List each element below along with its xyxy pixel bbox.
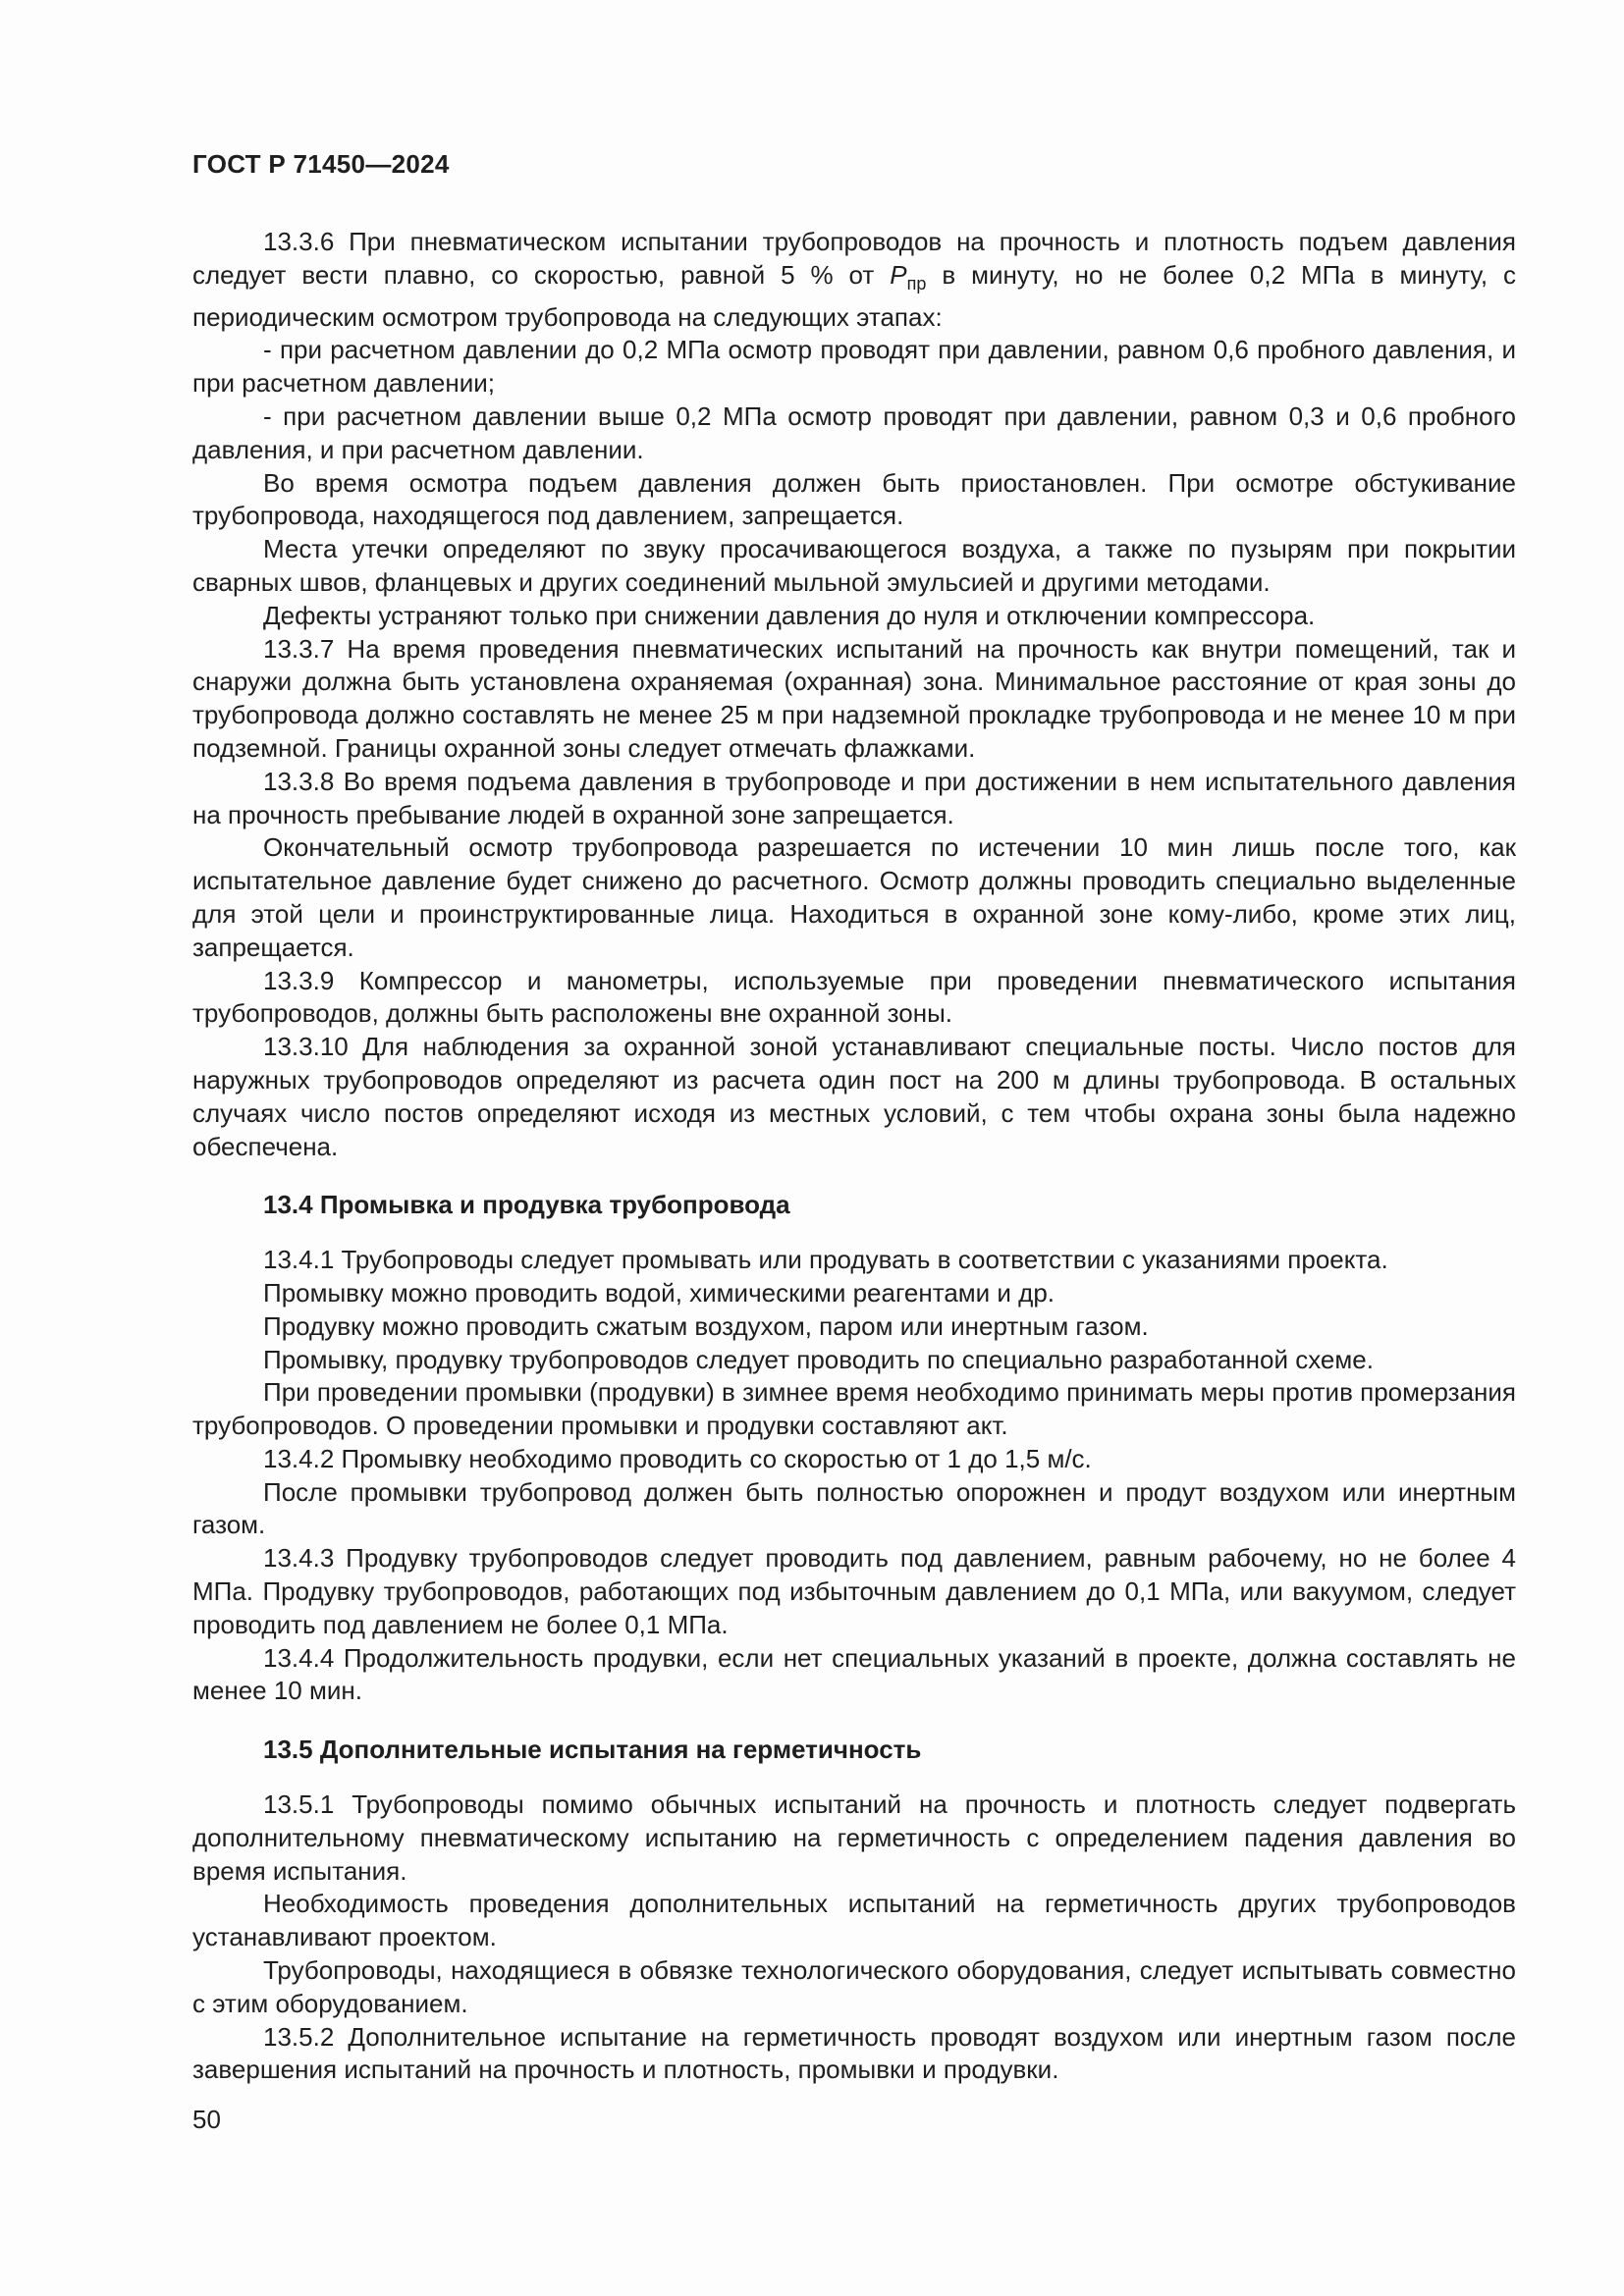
paragraph-text: 13.3.6 При пневматическом испытании трубопроводов на прочность и плотность подъем давления следует вести плавно, со скоростью, равной 5 % от	[192, 227, 1516, 290]
paragraph: После промывки трубопровод должен быть полностью опорожнен и продут воздухом или инертным газом.	[192, 1476, 1516, 1540]
paragraph-13-3-10: 13.3.10 Для наблюдения за охранной зоной устанавливают специальные посты. Число постов для наружных трубопроводов определяют из расчета один пост на 200 м длины трубопровода. В остальных случаях число постов определяют исходя из местных условий, с тем чтобы охрана зоны была надежно обеспечена.	[192, 1032, 1516, 1161]
paragraph: Окончательный осмотр трубопровода разрешается по истечении 10 мин лишь после того, как испытательное давление будет снижено до расчетного. Осмотр должны проводить специально выделенные для этой цели и проинструктированные лица. Находиться в охранной зоне кому-либо, кроме этих лиц, запрещается.	[192, 832, 1516, 962]
paragraph-13-4-2: 13.4.2 Промывку необходимо проводить со скоростью от 1 до 1,5 м/с.	[263, 1443, 1092, 1473]
paragraph: Места утечки определяют по звуку просачивающегося воздуха, а также по пузырям при покрытии сварных швов, фланцевых и других соединений мыльной эмульсией и другими методами.	[192, 534, 1516, 597]
paragraph-13-3-8: 13.3.8 Во время подъема давления в трубопроводе и при достижении в нем испытательного давления на прочность пребывание людей в охранной зоне запрещается.	[192, 766, 1516, 829]
paragraph-13-5-1: 13.5.1 Трубопроводы помимо обычных испытаний на прочность и плотность следует подвергать дополнительному пневматическому испытанию на герметичность с определением падения давления во время испытания.	[192, 1789, 1516, 1886]
paragraph: Во время осмотра подъем давления должен быть приостановлен. При осмотре обстукивание трубопровода, находящегося под давлением, запрещается.	[192, 467, 1516, 531]
paragraph: Продувку можно проводить сжатым воздухом, паром или инертным газом.	[263, 1310, 1149, 1341]
pressure-symbol: P	[890, 259, 907, 290]
section-heading-13-4: 13.4 Промывка и продувка трубопровода	[263, 1190, 790, 1220]
pressure-subscript: пр	[906, 273, 927, 294]
paragraph: Дефекты устраняют только при снижении давления до нуля и отключении компрессора.	[263, 600, 1316, 630]
paragraph: - при расчетном давлении до 0,2 МПа осмотр проводят при давлении, равном 0,6 пробного давления, и при расчетном давлении;	[192, 335, 1516, 399]
paragraph: Промывку, продувку трубопроводов следует проводить по специально разработанной схеме.	[263, 1344, 1374, 1374]
paragraph: Трубопроводы, находящиеся в обвязке технологического оборудования, следует испытывать совместно с этим оборудованием.	[192, 1955, 1516, 2018]
section-heading-13-5: 13.5 Дополнительные испытания на герметичность	[263, 1735, 922, 1765]
paragraph-text: в минуту, но не более 0,2 МПа в минуту, с периодическим осмотром трубопровода на следующих этапах:	[192, 259, 1516, 332]
document-header: ГОСТ Р 71450—2024	[192, 149, 450, 179]
paragraph-13-4-4: 13.4.4 Продолжительность продувки, если нет специальных указаний в проекте, должна составлять не менее 10 мин.	[192, 1642, 1516, 1706]
document-body	[192, 226, 1516, 2087]
paragraph-13-3-9: 13.3.9 Компрессор и манометры, используемые при проведении пневматического испытания трубопроводов, должны быть расположены вне охранной зоны.	[192, 965, 1516, 1029]
page-number: 50	[192, 2105, 221, 2134]
paragraph: Промывку можно проводить водой, химическими реагентами и др.	[263, 1277, 1055, 1308]
paragraph-13-4-3: 13.4.3 Продувку трубопроводов следует проводить под давлением, равным рабочему, но не более 4 МПа. Продувку трубопроводов, работающих под избыточным давлением до 0,1 МПа, или вакуумом, следует проводить под давлением не более 0,1 МПа.	[192, 1543, 1516, 1639]
paragraph: Необходимость проведения дополнительных испытаний на герметичность других трубопроводов устанавливают проектом.	[192, 1889, 1516, 1952]
paragraph-13-4-1: 13.4.1 Трубопроводы следует промывать или продувать в соответствии с указаниями проекта.	[263, 1245, 1388, 1275]
paragraph-13-3-6	[192, 226, 1516, 334]
paragraph: - при расчетном давлении выше 0,2 МПа осмотр проводят при давлении, равном 0,3 и 0,6 пробного давления, и при расчетном давлении.	[192, 400, 1516, 464]
paragraph: При проведении промывки (продувки) в зимнее время необходимо принимать меры против промерзания трубопроводов. О проведении промывки и продувки составляют акт.	[192, 1377, 1516, 1441]
paragraph-13-3-7: 13.3.7 На время проведения пневматических испытаний на прочность как внутри помещений, так и снаружи должна быть установлена охраняемая (охранная) зона. Минимальное расстояние от края зоны до трубопровода должно составлять не менее 25 м при надземной прокладке трубопровода и не менее 10 м при подземной. Границы охранной зоны следует отмечать флажками.	[192, 633, 1516, 763]
paragraph-13-5-2: 13.5.2 Дополнительное испытание на герметичность проводят воздухом или инертным газом после завершения испытаний на прочность и плотность, промывки и продувки.	[192, 2021, 1516, 2085]
